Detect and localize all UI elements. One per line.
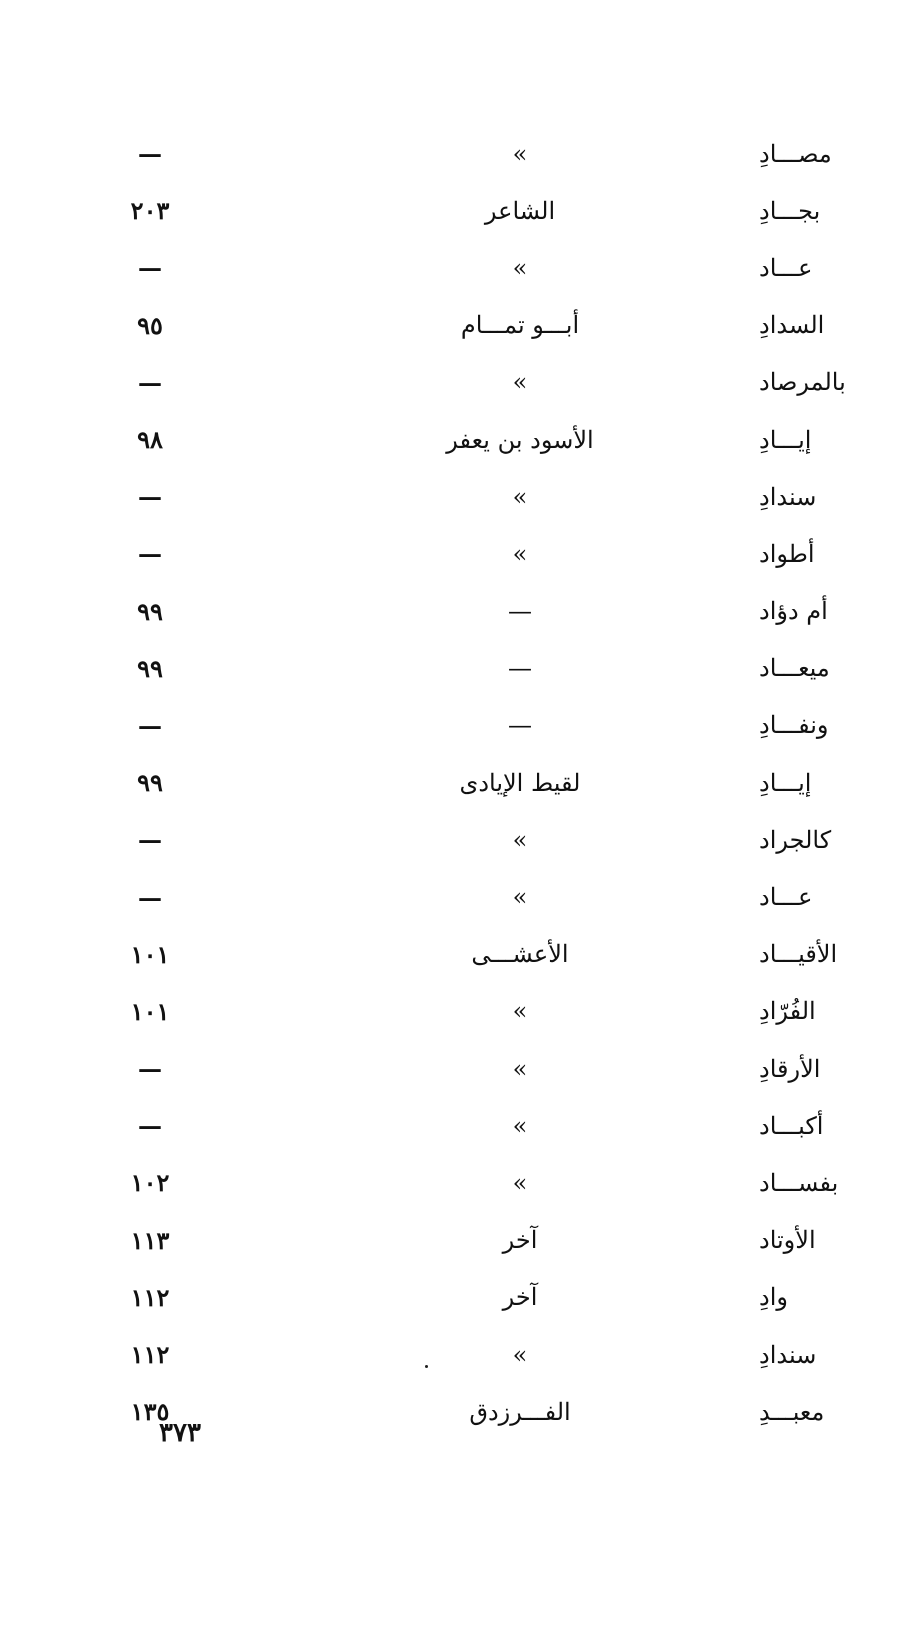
poet-name: — — [508, 597, 532, 626]
page-reference: ٩٩ — [137, 653, 163, 683]
index-row — [0, 811, 909, 868]
poet-name: الأعشـــى — [471, 940, 569, 969]
rhyme-word: السدادِ — [759, 311, 825, 340]
page-reference: ٩٩ — [137, 596, 163, 626]
rhyme-word: عـــاد — [759, 883, 813, 912]
poet-name: أبـــو تمـــام — [460, 311, 580, 340]
page-reference: ١١٢ — [130, 1282, 170, 1312]
page-reference: — — [138, 539, 162, 569]
poet-name: الأسود بن يعفر — [446, 425, 594, 454]
index-row — [0, 125, 909, 182]
page-reference: ١٠١ — [130, 939, 170, 969]
index-row — [0, 1326, 909, 1383]
poet-name: آخر — [502, 1283, 538, 1312]
page-reference: — — [138, 825, 162, 855]
rhyme-word: مصـــادِ — [759, 139, 832, 168]
index-row — [0, 926, 909, 983]
rhyme-word: بجـــادِ — [759, 196, 821, 225]
rhyme-word: ونفـــادِ — [759, 711, 829, 740]
rhyme-index-table — [0, 125, 909, 1440]
rhyme-word: عـــاد — [759, 253, 813, 282]
poet-name: لقيط الإيادى — [459, 768, 581, 797]
index-row — [0, 239, 909, 296]
index-row — [0, 297, 909, 354]
page-reference: — — [138, 882, 162, 912]
index-row — [0, 754, 909, 811]
rhyme-word: معبـــدِ — [759, 1397, 825, 1426]
page-reference: ١٠٢ — [130, 1168, 170, 1198]
index-row — [0, 583, 909, 640]
rhyme-word: ميعـــاد — [759, 654, 830, 683]
poet-name: » — [512, 539, 528, 568]
page-reference: — — [138, 253, 162, 283]
poet-name: — — [508, 654, 532, 683]
rhyme-word: بفســـاد — [759, 1168, 839, 1197]
poet-name: » — [512, 139, 528, 168]
stray-dot-mark — [425, 1365, 428, 1368]
page-reference: — — [138, 1111, 162, 1141]
poet-name: آخر — [502, 1226, 538, 1255]
poet-name: » — [512, 253, 528, 282]
rhyme-word: أم دؤاد — [759, 597, 828, 626]
poet-name: الشاعر — [484, 196, 556, 225]
rhyme-word: أكبـــاد — [759, 1111, 824, 1140]
page-reference: ٩٩ — [137, 768, 163, 798]
index-row — [0, 1269, 909, 1326]
index-row — [0, 1040, 909, 1097]
index-row — [0, 983, 909, 1040]
poet-name: » — [512, 997, 528, 1026]
poet-name: » — [512, 883, 528, 912]
index-row — [0, 1154, 909, 1211]
poet-name: — — [508, 711, 532, 740]
index-row — [0, 468, 909, 525]
page-number: ٣٧٣ — [159, 1418, 201, 1448]
rhyme-word: الأرقادِ — [759, 1054, 821, 1083]
index-row — [0, 525, 909, 582]
rhyme-word: سندادِ — [759, 482, 817, 511]
rhyme-word: إيـــادِ — [759, 768, 812, 797]
page-reference: ١٣٥ — [130, 1397, 170, 1427]
rhyme-word: الأوتاد — [759, 1226, 816, 1255]
index-row — [0, 697, 909, 754]
poet-name: » — [512, 825, 528, 854]
rhyme-word: إيـــادِ — [759, 425, 812, 454]
page-reference: ٩٥ — [137, 310, 163, 340]
rhyme-word: كالجراد — [759, 825, 832, 854]
index-row — [0, 868, 909, 925]
page-reference: ٩٨ — [137, 425, 163, 455]
rhyme-word: وادِ — [759, 1283, 788, 1312]
index-row — [0, 182, 909, 239]
page-reference: — — [138, 139, 162, 169]
page-reference: — — [138, 710, 162, 740]
rhyme-word: سندادِ — [759, 1340, 817, 1369]
rhyme-word: الأقيـــاد — [759, 940, 838, 969]
poet-name: » — [512, 1168, 528, 1197]
rhyme-word: الفُرّادِ — [759, 997, 816, 1026]
rhyme-word: بالمرصاد — [759, 368, 846, 397]
page-reference: — — [138, 367, 162, 397]
index-row — [0, 1097, 909, 1154]
poet-name: » — [512, 1054, 528, 1083]
poet-name: » — [512, 482, 528, 511]
page-reference: ١١٣ — [130, 1225, 170, 1255]
poet-name: » — [512, 1111, 528, 1140]
page-reference: — — [138, 482, 162, 512]
page-reference: ١١٢ — [130, 1340, 170, 1370]
index-row — [0, 640, 909, 697]
page-reference: — — [138, 1054, 162, 1084]
rhyme-word: أطواد — [759, 539, 815, 568]
poet-name: » — [512, 368, 528, 397]
poet-name: الفـــرزدق — [469, 1397, 571, 1426]
poet-name: » — [512, 1340, 528, 1369]
page-reference: ٢٠٣ — [130, 196, 170, 226]
index-row — [0, 1212, 909, 1269]
page-reference: ١٠١ — [130, 996, 170, 1026]
index-row — [0, 411, 909, 468]
index-row — [0, 354, 909, 411]
